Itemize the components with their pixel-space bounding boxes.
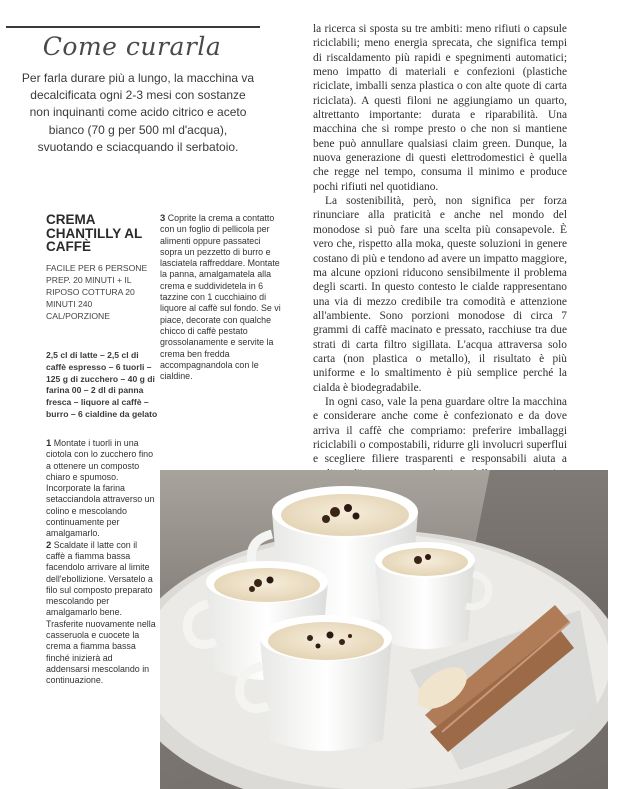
step-3-text: Coprite la crema a contatto con un foglio di pellicola per alimenti oppure passateci sopra un pezzetto di burro e lasciatela raffreddare. Montate la panna, amalgamatela alla crema e suddividetela in 6 tazzine con 1 cucchiaino di liquore al caffè sul fondo. Se vi piace, decorate con qualche chicco di caffè pestato grossolanamente e servite la crema ben fredda accompagnandola con le cialdine. [160,213,281,382]
dessert-photo [160,470,608,789]
recipe-ingredients: 2,5 cl di latte – 2,5 cl di caffè espresso – 6 tuorli – 125 g di zucchero – 40 g di farina 00 – 2 dl di panna fresca – liquore al caffè – burro – 6 cialdine da gelato [46,350,158,419]
step-2-text: Scaldate il latte con il caffè a fiamma bassa facendolo arrivare al limite dell'ebollizione. Versatelo a filo sul composto preparato mescolando per amalgamarlo bene. Trasferite nuovamente nella casseruola e cuocete la crema a fiamma bassa finché inizierà ad addensarsi mescolando in continuazione. [46,539,156,686]
article-column [313,22,567,495]
recipe-step-3 [160,213,282,382]
article-paragraph-2: La sostenibilità, però, non significa per forza rinunciare alla praticità e anche nel mondo del monodose si può fare una scelta più consapevole. È vero che, rispetto alla moka, queste soluzioni in genere costano di più e tendono ad avere un impatto maggiore, ma alcune opzioni riducono sensibilmente il problema degli scarti. In questo contesto le cialde rappresentano una via di mezzo credibile tra comodità e attenzione all'ambiente. Sono porzioni monodose di circa 7 grammi di caffè macinato e pressato, racchiuse tra due strati di carta filtro sigillata. L'acqua attraversa solo carta (non plastica o metallo), il risultato è più uniforme e lo smaltimento è più semplice perché la cialda è biodegradabile. [313,195,567,394]
article-paragraph-3: In ogni caso, vale la pena guardare oltre la macchina e considerare anche come è confezionato e da dove arriva il caffè che compriamo: preferire imballaggi riciclabili o compostabili, ridurre gli involucri superflui e scegliere filiere trasparenti e responsabili aiuta a [313,395,567,466]
sidebar-body: Per farla durare più a lungo, la macchina va decalcificata ogni 2-3 mesi con sostanze non inquinanti come acido citrico e aceto bianco (70 g per 500 ml d'acqua), svuotando e sciacquando il serbatoio. [21,71,255,154]
recipe-steps-1-2 [46,438,158,687]
sidebar-title: Come curarla [42,32,222,61]
dessert-illustration [160,470,608,789]
sidebar-top-rule [6,26,260,28]
step-2-number: 2 [46,539,52,551]
article-paragraph-1: la ricerca si sposta su tre ambiti: meno rifiuti o capsule riciclabili; meno energia sprecata, che significa tempi di riscaldamento più rapidi e spegnimenti automatici; meno impatto di materiali e confezioni (plastiche riciclate, imballi senza plastica o con alte quote di carta riciclata). A questi filoni ne aggiungiamo un quarto, altrettanto importante: durata e riparabilità. Una macchina che si rompe presto o che non si mantiene bene può annullare qualsiasi claim green. Dunque, la nuova generazione di questi elettrodomestici è quella che regge nel tempo, consuma il minimo e produce pochi rifiuti nel quotidiano. [313,23,567,193]
step-1-text: Montate i tuorli in una ciotola con lo zucchero fino a ottenere un composto chiaro e spumoso. Incorporate la farina setacciandola attraverso un colino e mescolando continuamente per amalgamarlo. [46,438,155,539]
recipe-title: CREMA CHANTILLY AL CAFFÈ [46,212,143,254]
step-3-number: 3 [160,213,166,224]
step-1-number: 1 [46,438,52,449]
recipe-meta: FACILE PER 6 PERSONE PREP. 20 MINUTI + IL RIPOSO COTTURA 20 MINUTI 240 CAL/PORZIONE [46,263,148,321]
